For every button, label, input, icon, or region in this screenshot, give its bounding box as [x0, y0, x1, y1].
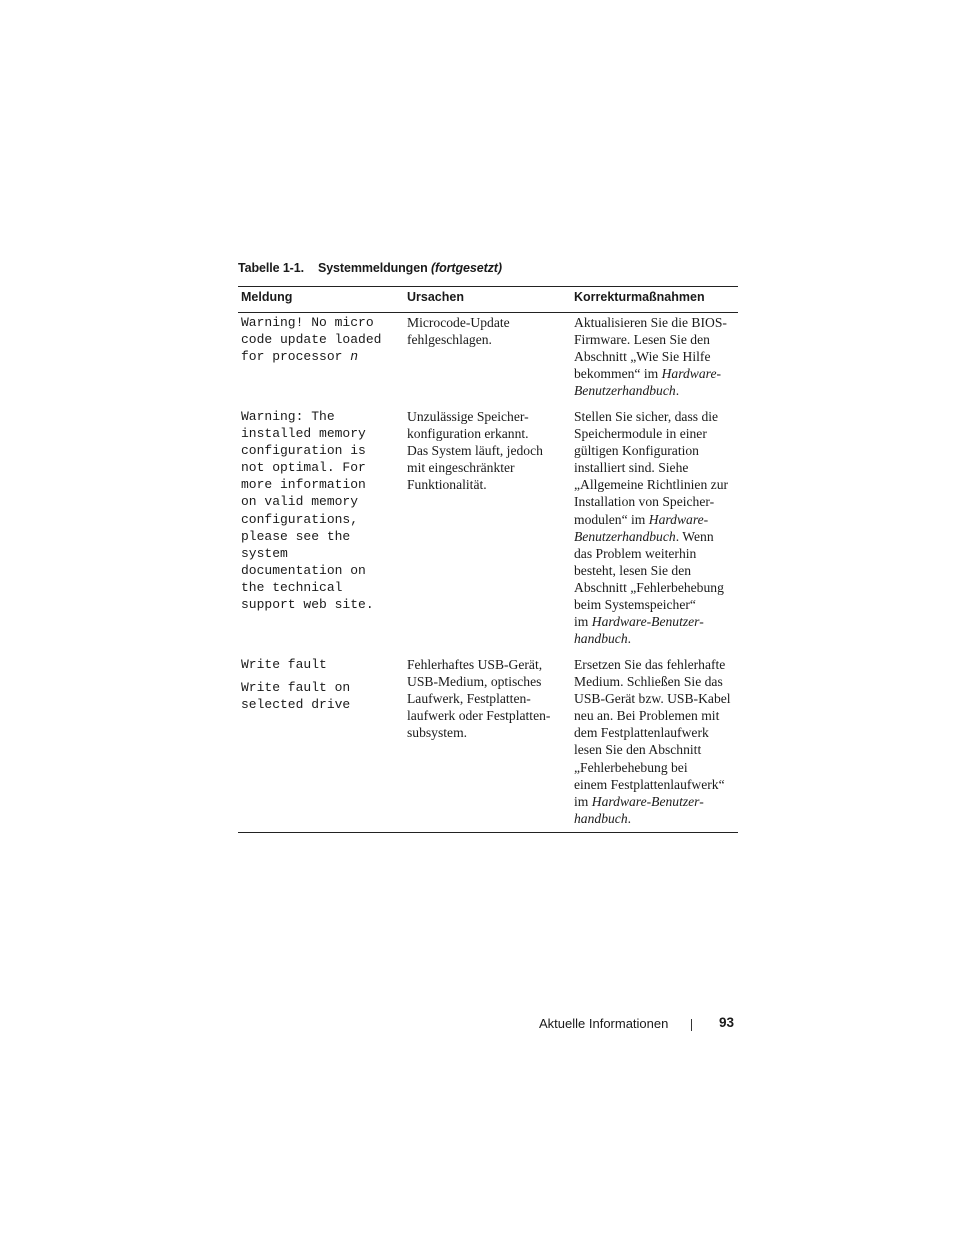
caption-continued: (fortgesetzt) — [430, 261, 502, 275]
footer-separator — [691, 1019, 692, 1031]
row3-action-line: USB-Gerät bzw. USB-Kabel — [574, 691, 731, 707]
row2-cause-line: Das System läuft, jedoch — [407, 443, 543, 459]
row2-action-reference: Benutzerhandbuch — [574, 528, 676, 544]
row2-action-line: Stellen Sie sicher, dass die — [574, 409, 719, 424]
row2-action-line: installiert sind. Siehe — [574, 460, 689, 476]
row2-message-line: documentation on — [241, 562, 366, 578]
row2-message-line: Warning: The — [241, 409, 335, 424]
row2-message-line: on valid memory — [241, 494, 359, 510]
row2-message — [241, 408, 374, 613]
row3-message-a: Write fault — [241, 657, 327, 672]
row2-cause-line: konfiguration erkannt. — [407, 426, 529, 442]
row2-action-line: im — [574, 614, 592, 630]
footer-section-title: Aktuelle Informationen — [539, 1016, 669, 1031]
row2-message-line: more information — [241, 477, 366, 493]
row1-action-line: Firmware. Lesen Sie den — [574, 332, 710, 348]
row3-actions — [574, 656, 731, 827]
row3-action-line: Medium. Schließen Sie das — [574, 674, 723, 690]
row3-cause-line: laufwerk oder Festplatten- — [407, 708, 551, 724]
row1-message-line: Warning! No micro — [241, 315, 374, 330]
row2-message-line: support web site. — [241, 597, 374, 613]
table-header-rule — [238, 312, 738, 313]
row2-cause-line: Unzulässige Speicher- — [407, 409, 529, 424]
table-caption — [238, 261, 502, 275]
row2-action-line: das Problem weiterhin — [574, 545, 697, 561]
row3-cause-line: Laufwerk, Festplatten- — [407, 691, 531, 707]
row2-cause-line: Funktionalität. — [407, 477, 487, 493]
row2-action-line: Abschnitt „Fehlerbehebung — [574, 579, 724, 595]
row3-action-line: Ersetzen Sie das fehlerhafte — [574, 657, 726, 672]
row2-message-line: system — [241, 545, 288, 561]
row1-actions — [574, 314, 727, 399]
column-header-korrekturmassnahmen: Korrekturmaßnahmen — [574, 290, 705, 304]
table-top-rule — [238, 286, 738, 287]
row2-action-reference: Hardware- — [648, 511, 709, 527]
row3-action-reference: Hardware-Benutzer- — [591, 793, 704, 809]
row2-action-line: besteht, lesen Sie den — [574, 562, 692, 578]
row3-cause-line: Fehlerhaftes USB-Gerät, — [407, 657, 543, 672]
row1-action-reference: Benutzerhandbuch — [574, 383, 676, 399]
row1-action-line: Abschnitt „Wie Sie Hilfe — [574, 349, 711, 365]
row3-action-line: dem Festplattenlaufwerk — [574, 725, 709, 741]
page-number: 93 — [719, 1015, 735, 1030]
row1-action-line: Aktualisieren Sie die BIOS- — [574, 315, 727, 330]
row3-action-line: „Fehlerbehebung bei — [574, 759, 688, 775]
row1-message-variable: n — [350, 349, 359, 365]
caption-number: Tabelle 1-1. — [238, 261, 304, 275]
row3-action-line: einem Festplattenlaufwerk“ — [574, 776, 725, 792]
row1-message-line: for processor — [241, 349, 351, 365]
row2-message-line: not optimal. For — [241, 460, 366, 476]
row2-action-line: gültigen Konfiguration — [574, 443, 699, 459]
row3-message-b — [241, 679, 350, 713]
row3-message-line: Write fault on — [241, 680, 351, 695]
table-bottom-rule — [238, 832, 738, 833]
row2-action-line: Installation von Speicher- — [574, 494, 715, 510]
row1-cause-line: fehlgeschlagen. — [407, 332, 492, 348]
row1-cause-line: Microcode-Update — [407, 315, 510, 330]
row2-message-line: configurations, — [241, 511, 359, 527]
row3-action-end: . — [627, 810, 632, 826]
row1-action-line: bekommen“ im — [574, 366, 662, 382]
row2-message-line: please see the — [241, 528, 351, 544]
row2-action-line: „Allgemeine Richtlinien zur — [574, 477, 729, 493]
row1-message — [241, 314, 381, 365]
row3-causes — [407, 656, 550, 741]
row3-action-reference: handbuch — [574, 810, 628, 826]
column-header-ursachen: Ursachen — [407, 290, 464, 304]
row2-causes — [407, 408, 543, 493]
row1-causes — [407, 314, 510, 348]
row2-action-line: Speichermodule in einer — [574, 426, 707, 442]
row2-actions — [574, 408, 728, 647]
row1-message-line: code update loaded — [241, 332, 382, 348]
caption-title: Systemmeldungen — [317, 261, 428, 275]
row3-cause-line: USB-Medium, optisches — [407, 674, 542, 690]
row3-action-line: lesen Sie den Abschnitt — [574, 742, 702, 758]
row2-action-reference: handbuch — [574, 631, 628, 647]
row2-message-line: installed memory — [241, 426, 366, 442]
row3-message-line: selected drive — [241, 697, 351, 713]
row3-cause-line: subsystem. — [407, 725, 468, 741]
row2-action-end: . — [627, 631, 632, 647]
row2-action-line: modulen“ im — [574, 511, 649, 527]
row2-action-reference: Hardware-Benutzer- — [591, 614, 704, 630]
row2-action-line: beim Systemspeicher“ — [574, 597, 696, 613]
row2-action-line: . Wenn — [675, 528, 714, 544]
row2-cause-line: mit eingeschränkter — [407, 460, 515, 476]
column-header-meldung: Meldung — [241, 290, 293, 304]
row1-action-end: . — [675, 383, 680, 399]
row3-action-line: neu an. Bei Problemen mit — [574, 708, 720, 724]
row2-message-line: the technical — [241, 579, 343, 595]
row2-message-line: configuration is — [241, 443, 366, 459]
row1-action-reference: Hardware- — [661, 366, 721, 382]
row3-action-line: im — [574, 793, 592, 809]
